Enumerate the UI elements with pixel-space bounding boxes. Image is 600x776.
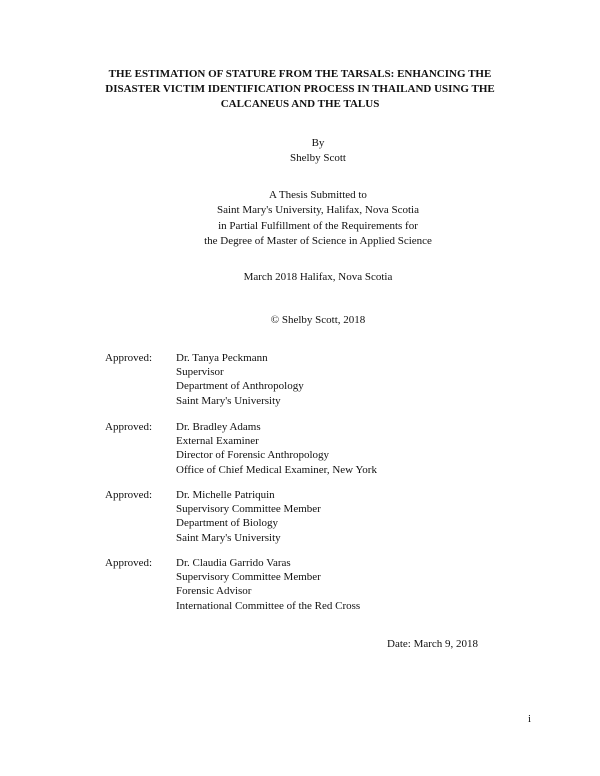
submission-line: the Degree of Master of Science in Applied Science bbox=[204, 234, 432, 247]
approver-role: Supervisory Committee Member bbox=[176, 571, 321, 584]
title-line: CALCANEUS AND THE TALUS bbox=[220, 98, 380, 110]
approver-name: Dr. Michelle Patriquin bbox=[176, 489, 275, 501]
approver-affiliation: Director of Forensic Anthropology bbox=[176, 449, 330, 462]
byline bbox=[0, 136, 600, 167]
submission-line: in Partial Fulfillment of the Requirements for bbox=[218, 219, 418, 232]
submission-statement bbox=[0, 188, 600, 249]
approval-label: Approved: bbox=[105, 352, 153, 364]
approver-affiliation: Office of Chief Medical Examiner, New York bbox=[176, 463, 377, 476]
approver-affiliation: Department of Biology bbox=[176, 517, 279, 530]
approver-details bbox=[176, 351, 304, 408]
approver-name: Dr. Tanya Peckmann bbox=[176, 352, 268, 364]
title-line: THE ESTIMATION OF STATURE FROM THE TARSALS: ENHANCING THE bbox=[108, 68, 492, 80]
approver-affiliation: International Committee of the Red Cross bbox=[176, 599, 361, 612]
approver-name: Dr. Claudia Garrido Varas bbox=[176, 557, 291, 569]
approver-affiliation: Department of Anthropology bbox=[176, 380, 304, 393]
approval-label: Approved: bbox=[105, 557, 153, 569]
byline-by: By bbox=[311, 137, 325, 149]
date-place-text: March 2018 Halifax, Nova Scotia bbox=[243, 271, 393, 283]
submission-line: A Thesis Submitted to bbox=[269, 189, 367, 201]
approval-label: Approved: bbox=[105, 421, 153, 433]
approver-affiliation: Saint Mary's University bbox=[176, 394, 281, 407]
approver-affiliation: Forensic Advisor bbox=[176, 585, 252, 598]
title-line: DISASTER VICTIM IDENTIFICATION PROCESS IN THAILAND USING THE bbox=[105, 83, 495, 95]
approval-label: Approved: bbox=[105, 489, 153, 501]
approver-role: External Examiner bbox=[176, 435, 259, 448]
submission-line: Saint Mary's University, Halifax, Nova Scotia bbox=[217, 204, 419, 217]
signature-date: Date: March 9, 2018 bbox=[387, 638, 479, 650]
date-place bbox=[0, 270, 600, 285]
approver-affiliation: Saint Mary's University bbox=[176, 531, 281, 544]
copyright-notice bbox=[0, 313, 600, 328]
approver-details bbox=[176, 488, 321, 545]
approver-role: Supervisor bbox=[176, 366, 224, 379]
approver-role: Supervisory Committee Member bbox=[176, 503, 321, 516]
approver-name: Dr. Bradley Adams bbox=[176, 421, 261, 433]
approver-details bbox=[176, 420, 377, 477]
page-number: i bbox=[528, 713, 532, 725]
approver-details bbox=[176, 556, 360, 613]
thesis-title bbox=[60, 67, 540, 112]
copyright-text: © Shelby Scott, 2018 bbox=[270, 314, 366, 326]
byline-author: Shelby Scott bbox=[290, 152, 346, 165]
